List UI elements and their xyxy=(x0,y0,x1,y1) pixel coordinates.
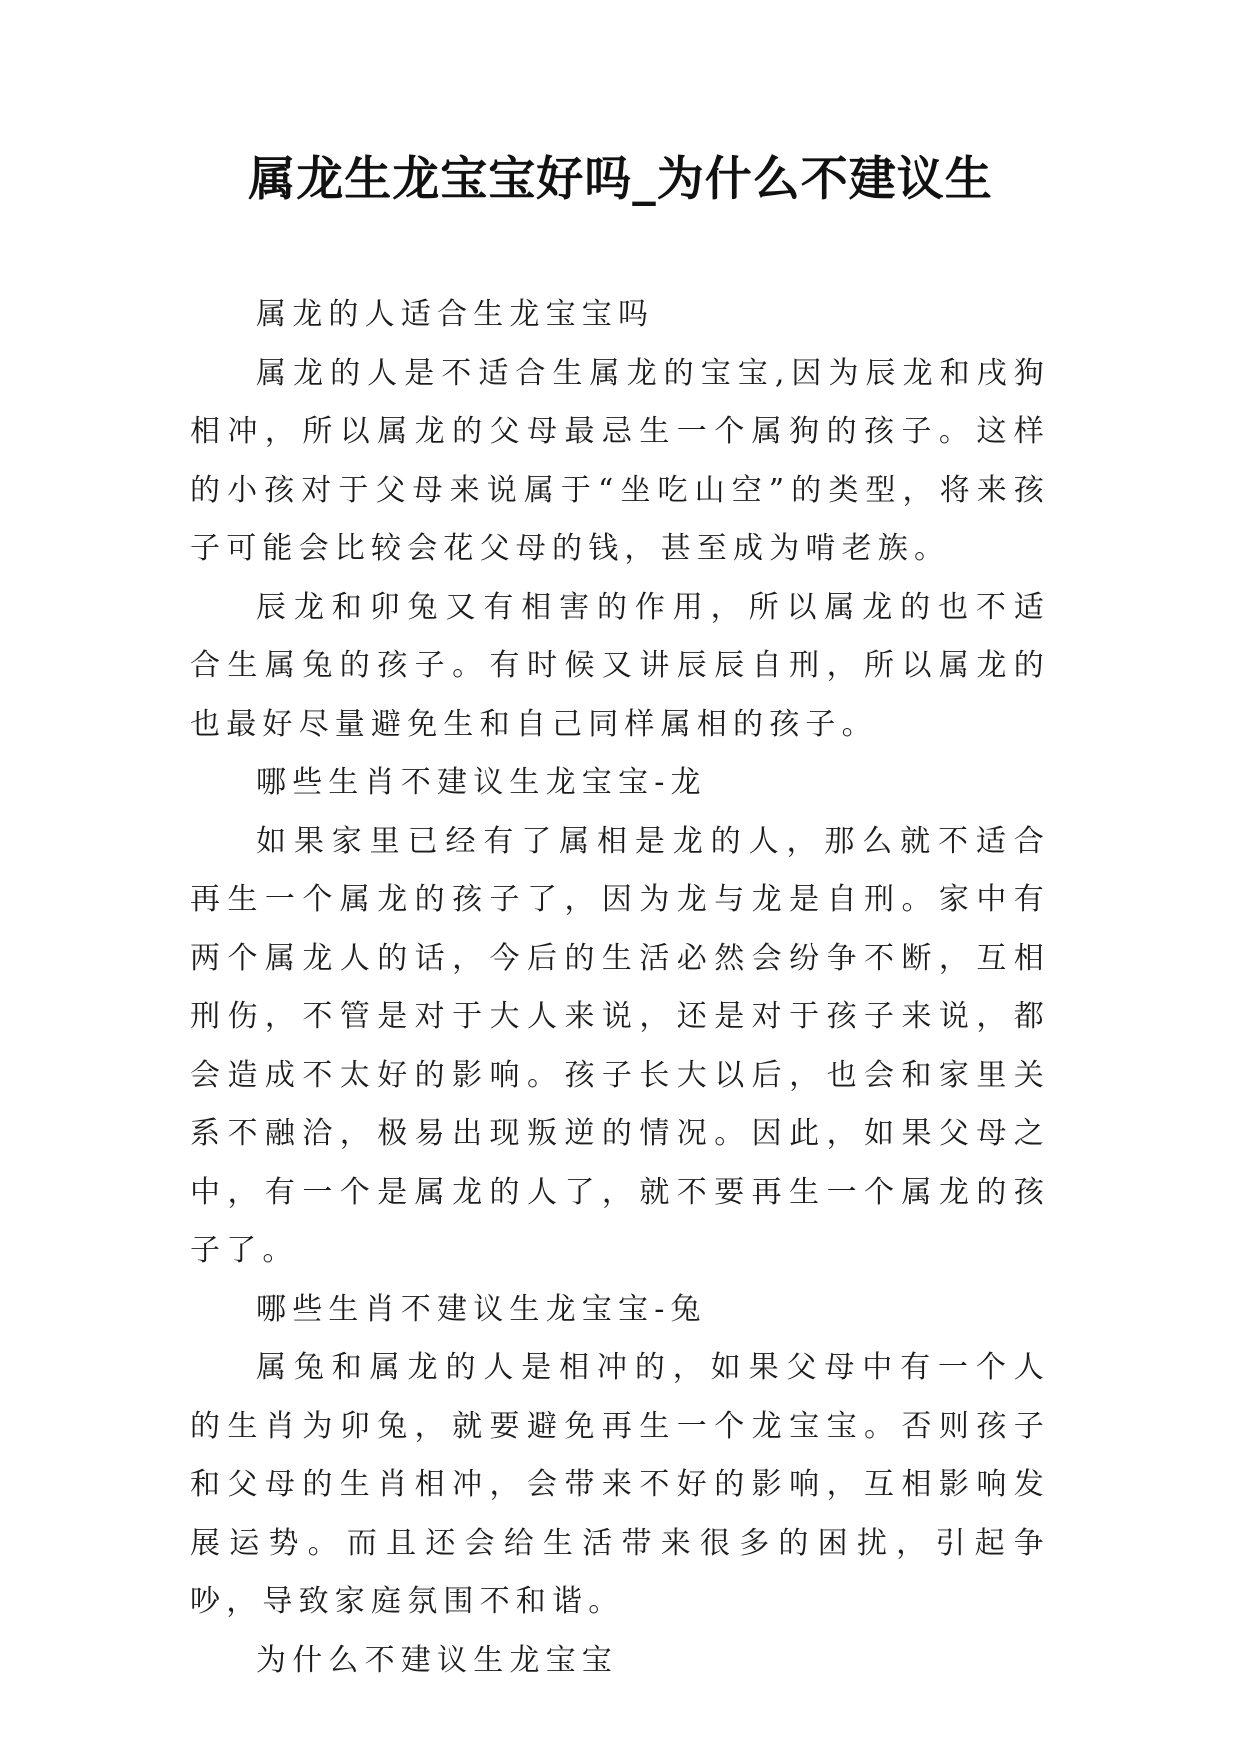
document-title: 属龙生龙宝宝好吗_为什么不建议生 xyxy=(248,152,993,207)
section-heading: 属龙的人适合生龙宝宝吗 xyxy=(256,297,655,332)
paragraph: 辰龙和卯兔又有相害的作用，所以属龙的也不适合生属兔的孩子。有时候又讲辰辰自刑，所以属龙的也最好尽量避免生和自己同样属相的孩子。 xyxy=(190,589,1050,742)
paragraph: 属龙的人是不适合生属龙的宝宝,因为辰龙和戌狗相冲，所以属龙的父母最忌生一个属狗的孩子。这样的小孩对于父母来说属于“坐吃山空”的类型，将来孩子可能会比较会花父母的钱，甚至成为啃老族。 xyxy=(190,355,1050,566)
document-body xyxy=(190,286,1050,1690)
section-heading: 为什么不建议生龙宝宝 xyxy=(256,1642,618,1678)
section-heading: 哪些生肖不建议生龙宝宝-兔 xyxy=(256,1291,707,1327)
paragraph: 属兔和属龙的人是相冲的，如果父母中有一个人的生肖为卯兔，就要避免再生一个龙宝宝。否则孩子和父母的生肖相冲，会带来不好的影响，互相影响发展运势。而且还会给生活带来很多的困扰，引起争吵，导致家庭氛围不和谐。 xyxy=(190,1350,1050,1619)
paragraph: 如果家里已经有了属相是龙的人，那么就不适合再生一个属龙的孩子了，因为龙与龙是自刑。家中有两个属龙人的话，今后的生活必然会纷争不断，互相刑伤，不管是对于大人来说，还是对于孩子来说，都会造成不太好的影响。孩子长大以后，也会和家里关系不融洽，极易出现叛逆的情况。因此，如果父母之中，有一个是属龙的人了，就不要再生一个属龙的孩子了。 xyxy=(190,823,1050,1268)
section-heading: 哪些生肖不建议生龙宝宝-龙 xyxy=(256,765,707,800)
